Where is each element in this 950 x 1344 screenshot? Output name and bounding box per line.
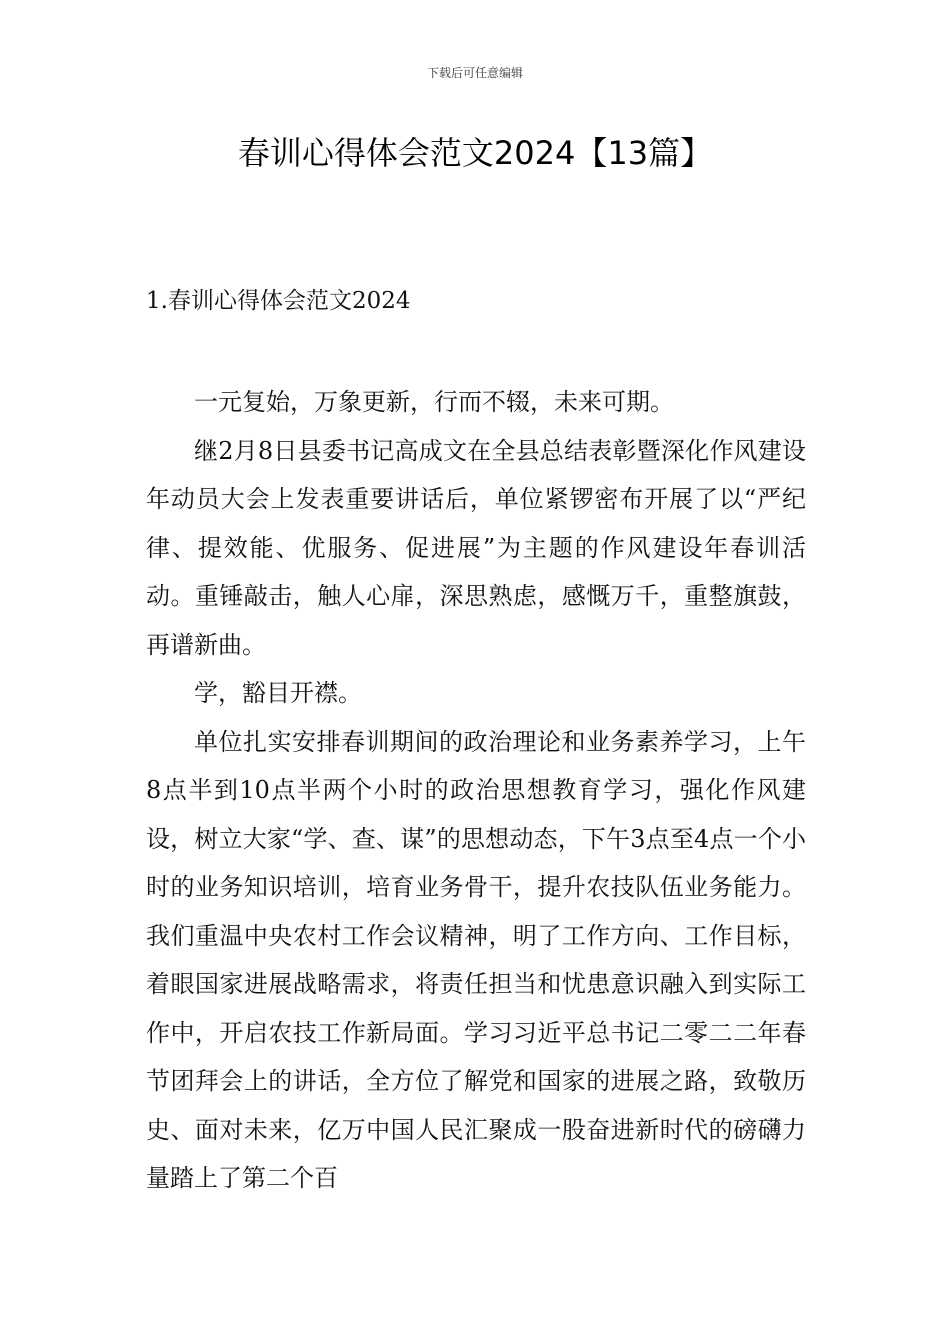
- paragraph: 一元复始，万象更新，行而不辍，未来可期。: [194, 388, 674, 416]
- section-heading: 1.春训心得体会范文2024: [146, 288, 411, 314]
- paragraph: 学，豁目开襟。: [194, 679, 362, 707]
- paragraph: 继2月8日县委书记高成文在全县总结表彰暨深化作风建设年动员大会上发表重要讲话后，单位紧锣密布开展了以“严纪律、提效能、优服务、促进展”为主题的作风建设年春训活动。重锤敲击，触人心扉，深思熟虑，感慨万千，重整旗鼓，再谱新曲。: [146, 436, 806, 659]
- header-note: 下载后可任意编辑: [426, 66, 523, 80]
- paragraph: 单位扎实安排春训期间的政治理论和业务素养学习，上午8点半到10点半两个小时的政治思想教育学习，强化作风建设，树立大家“学、查、谋”的思想动态，下午3点至4点一个小时的业务知识培训，培育业务骨干，提升农技队伍业务能力。我们重温中央农村工作会议精神，明了工作方向、工作目标，着眼国家进展战略需求，将责任担当和忧患意识融入到实际工作中，开启农技工作新局面。学习习近平总书记二零二二年春节团拜会上的讲话，全方位了解党和国家的进展之路，致敬历史、面对未来，亿万中国人民汇聚成一股奋进新时代的磅礴力量踏上了第二个百: [146, 727, 806, 1192]
- document-body: [146, 378, 806, 1203]
- document-title: 春训心得体会范文2024【13篇】: [237, 134, 713, 172]
